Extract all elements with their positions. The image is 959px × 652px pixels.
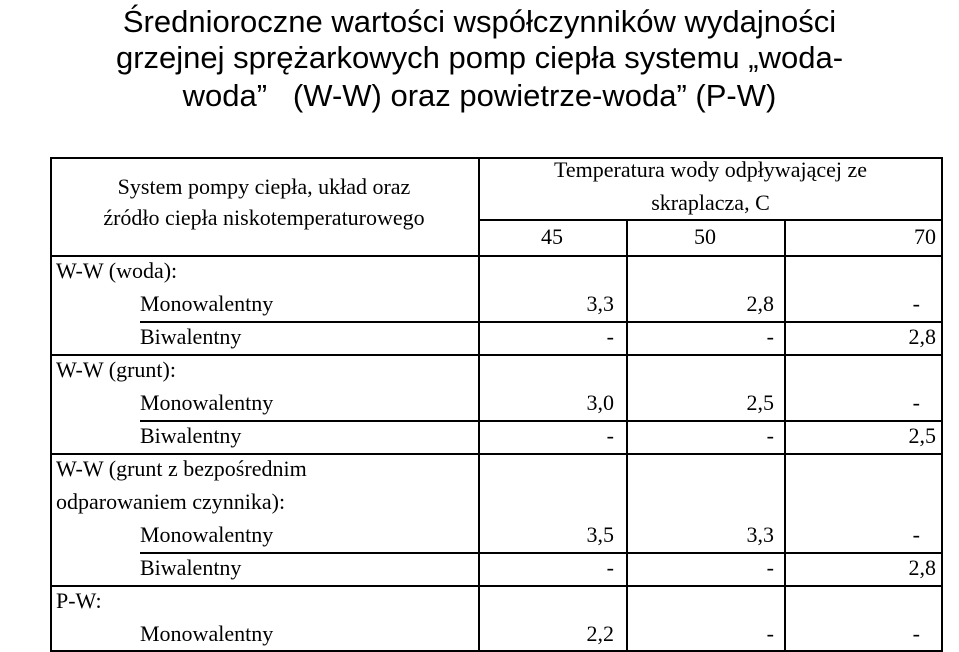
group-divider xyxy=(50,354,943,356)
cell-value: - xyxy=(766,423,774,448)
temp-70: 70 xyxy=(914,224,936,249)
cell-value: - xyxy=(606,423,614,448)
row-label: Monowalentny xyxy=(140,291,274,316)
row-label: Biwalentny xyxy=(140,423,242,448)
row-label: Biwalentny xyxy=(140,555,242,580)
header-temp-line-2: skraplacza, C xyxy=(651,190,770,215)
group-divider xyxy=(50,453,943,455)
group-name-line-2: odparowaniem czynnika): xyxy=(56,489,286,514)
group-divider xyxy=(50,585,943,587)
group-name-line-1: W-W (grunt z bezpośrednim xyxy=(56,456,307,481)
cell-value: - xyxy=(766,324,774,349)
header-system-line-1: System pompy ciepła, układ oraz xyxy=(117,174,411,199)
cell-value: - xyxy=(912,390,920,415)
title-line-1: Średnioroczne wartości współczynników wydajności xyxy=(122,4,837,39)
cell-value: 2,8 xyxy=(908,324,936,349)
table-border-right xyxy=(941,157,943,652)
group-name: P-W: xyxy=(56,588,102,613)
header-bottom-line xyxy=(50,255,943,257)
cell-value: 3,0 xyxy=(586,390,614,415)
header-divider xyxy=(478,219,943,221)
cell-value: 3,3 xyxy=(746,522,774,547)
cell-value: 2,5 xyxy=(908,423,936,448)
cell-value: 2,2 xyxy=(586,621,614,646)
cell-value: - xyxy=(766,621,774,646)
row-divider xyxy=(140,321,943,323)
cell-value: - xyxy=(912,291,920,316)
temp-50: 50 xyxy=(694,224,716,249)
cell-value: - xyxy=(912,522,920,547)
cell-value: 2,5 xyxy=(746,390,774,415)
table-border-left xyxy=(50,157,52,652)
cell-value: - xyxy=(606,555,614,580)
cell-value: 2,8 xyxy=(746,291,774,316)
cell-value: 2,8 xyxy=(908,555,936,580)
header-system-line-2: źródło ciepła niskotemperaturowego xyxy=(103,205,425,230)
row-label: Monowalentny xyxy=(140,522,274,547)
row-label: Monowalentny xyxy=(140,621,274,646)
header-temp-line-1: Temperatura wody odpływającej ze xyxy=(553,157,868,182)
cell-value: - xyxy=(912,621,920,646)
cell-value: 3,5 xyxy=(586,522,614,547)
row-divider xyxy=(140,420,943,422)
row-label: Monowalentny xyxy=(140,390,274,415)
cell-value: - xyxy=(606,324,614,349)
row-label: Biwalentny xyxy=(140,324,242,349)
title-line-3: woda” (W-W) oraz powietrze-woda” (P-W) xyxy=(182,78,777,113)
row-divider xyxy=(140,552,943,554)
cell-value: 3,3 xyxy=(586,291,614,316)
temp-45: 45 xyxy=(541,224,563,249)
cell-value: - xyxy=(766,555,774,580)
title-line-2: grzejnej sprężarkowych pomp ciepła systemu „woda- xyxy=(115,40,844,75)
efficiency-table xyxy=(50,157,943,652)
group-name: W-W (grunt): xyxy=(56,357,176,382)
group-name: W-W (woda): xyxy=(56,258,178,283)
